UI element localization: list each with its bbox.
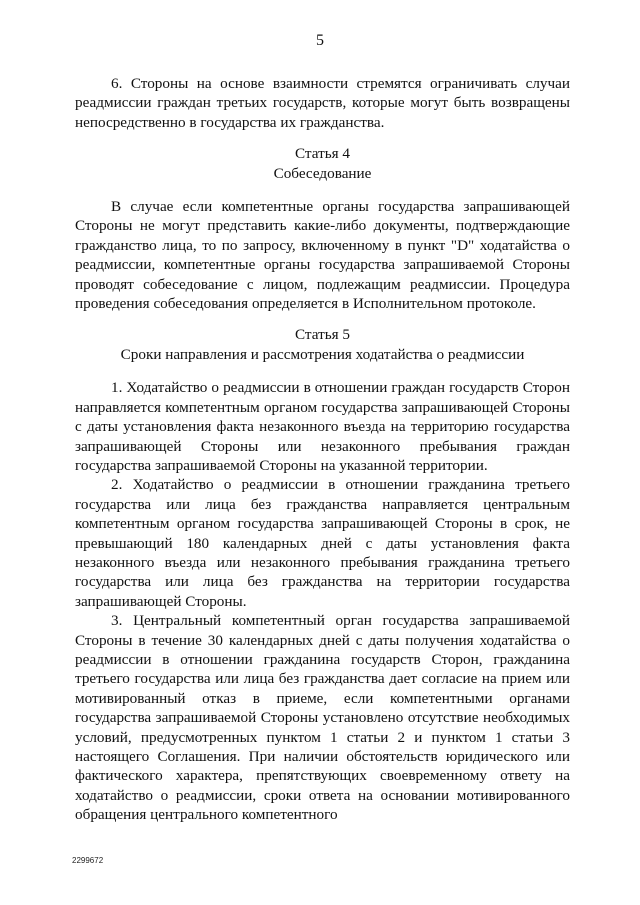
article-4-body: В случае если компетентные органы государства запрашивающей Стороны не могут представить какие-либо документы, подтверждающие гражданство лица, то по запросу, включенному в пункт "D" ходатайства о реадмиссии, компетентные органы государства запрашиваемой Стороны проводят собеседование с лицом, подлежащим реадмиссии. Процедура проведения собеседования определяется в Исполнительном протоколе. [75,198,570,313]
article-5-paragraph-1: 1. Ходатайство о реадмиссии в отношении граждан государств Сторон направляется компетентным органом государства запрашивающей Стороны с даты установления факта незаконного въезда на территорию государства запрашивающей Стороны или незаконного пребывания граждан государства запрашиваемой Стороны на указанной территории. [75,379,570,474]
document-code: 2299672 [72,856,104,865]
spacer [75,313,570,325]
article-5-title: Сроки направления и рассмотрения ходатайства о реадмиссии [120,345,525,363]
spacer [75,183,570,197]
article-5-paragraph-2: 2. Ходатайство о реадмиссии в отношении гражданина третьего государства или лица без гражданства направляется центральным компетентным органом государства запрашивающей Стороны в срок, не превышающий 180 календарных дней с даты установления факта незаконного въезда или незаконного пребывания гражданина третьего государства или лица без гражданства на территории государства запрашивающей Стороны. [75,476,570,610]
article-5-number: Статья 5 [294,326,351,344]
spacer [75,132,570,144]
article-5-paragraph-3: 3. Центральный компетентный орган государства запрашиваемой Стороны в течение 30 календарных дней с даты получения ходатайства о реадмиссии в отношении гражданина государств Сторон, гражданина третьего государства или лица без гражданства дает согласие на прием или мотивированный отказ в приеме, если компетентными органами государства запрашиваемой Стороны установлено отсутствие необходимых условий, предусмотренных пунктом 1 статьи 2 и пунктом 1 статьи 3 настоящего Соглашения. При наличии обстоятельств юридического или фактического характера, препятствующих своевременному ответу на ходатайство о реадмиссии, сроки ответа на основании мотивированного обращения центрального компетентного [75,612,570,824]
page-number: 5 [316,32,324,49]
spacer [75,364,570,378]
article-4-number: Статья 4 [294,145,351,163]
article-4-title: Собеседование [273,164,372,182]
paragraph-6-article-3: 6. Стороны на основе взаимности стремятся ограничивать случаи реадмиссии граждан третьих государств, которые могут быть возвращены непосредственно в государства их гражданства. [75,75,570,131]
document-body [75,74,570,825]
